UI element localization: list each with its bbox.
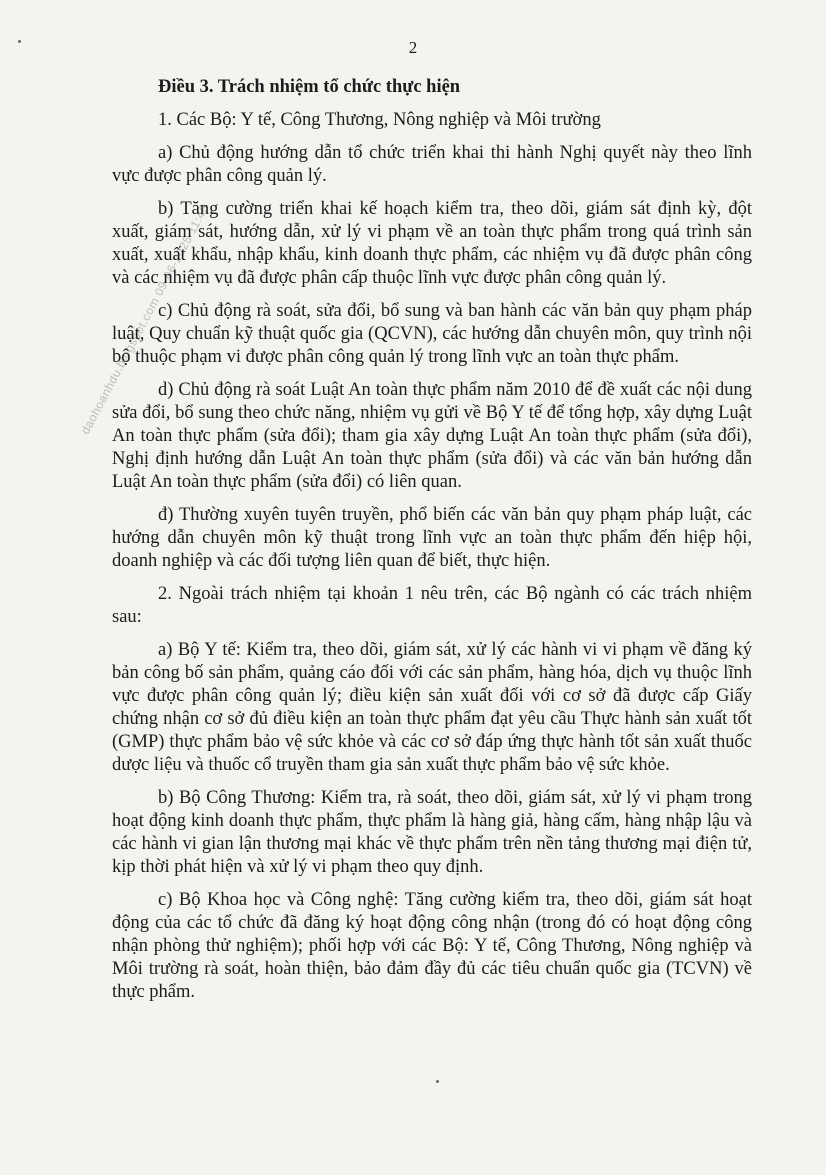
clause-2a: a) Bộ Y tế: Kiểm tra, theo dõi, giám sát, xử lý các hành vi vi phạm về đăng ký bản công bố sản phẩm, quảng cáo đối với các sản phẩm, hàng hóa, dịch vụ thuộc lĩnh vực được phân công quản lý; điều kiện sản xuất đối với cơ sở đã được cấp Giấy chứng nhận cơ sở đủ điều kiện an toàn thực phẩm đạt yêu cầu Thực hành sản xuất tốt (GMP) thực phẩm bảo vệ sức khỏe và các cơ sở đáp ứng thực hành tốt sản xuất thuốc dược liệu và thuốc cổ truyền tham gia sản xuất thực phẩm bảo vệ sức khỏe. (112, 640, 752, 775)
article-heading: Điều 3. Trách nhiệm tổ chức thực hiện (158, 77, 461, 97)
clause-2: 2. Ngoài trách nhiệm tại khoản 1 nêu trên, các Bộ ngành có các trách nhiệm sau: (112, 584, 752, 627)
clause-2c: c) Bộ Khoa học và Công nghệ: Tăng cường kiểm tra, theo dõi, giám sát hoạt động của các tổ chức đã đăng ký hoạt động công nhận (trong đó có hoạt động công nhận phòng thử nghiệm); phối hợp với các Bộ: Y tế, Công Thương, Nông nghiệp và Môi trường rà soát, hoàn thiện, bảo đảm đầy đủ các tiêu chuẩn quốc gia (TCVN) về thực phẩm. (112, 890, 752, 1002)
clause-1c: c) Chủ động rà soát, sửa đổi, bổ sung và ban hành các văn bản quy phạm pháp luật, Quy chuẩn kỹ thuật quốc gia (QCVN), các hướng dẫn chuyên môn, quy trình nội bộ thuộc phạm vi được phân công quản lý trong lĩnh vực an toàn thực phẩm. (112, 301, 752, 367)
page-number: 2 (408, 38, 418, 57)
clause-1: 1. Các Bộ: Y tế, Công Thương, Nông nghiệp và Môi trường (158, 110, 601, 130)
clause-1d: d) Chủ động rà soát Luật An toàn thực phẩm năm 2010 để đề xuất các nội dung sửa đổi, bổ sung theo chức năng, nhiệm vụ gửi về Bộ Y tế để tổng hợp, xây dựng Luật An toàn thực phẩm (sửa đổi); tham gia xây dựng Luật An toàn thực phẩm (sửa đổi), Nghị định hướng dẫn Luật An toàn thực phẩm (sửa đổi) và các văn bản hướng dẫn Luật An toàn thực phẩm (sửa đổi) có liên quan. (112, 380, 752, 492)
clause-1b: b) Tăng cường triển khai kế hoạch kiểm tra, theo dõi, giám sát định kỳ, đột xuất, giám sát, hướng dẫn, xử lý vi phạm về an toàn thực phẩm trong quá trình sản xuất, xuất khẩu, nhập khẩu, kinh doanh thực phẩm, các nhiệm vụ đã được phân công và các nhiệm vụ đã được phân cấp thuộc lĩnh vực được phân công quản lý. (112, 199, 752, 288)
document-body (112, 74, 752, 1014)
watermark: daohoanhdu.blogspot.com 09-06-2025 11:48 (78, 201, 212, 437)
clause-2b: b) Bộ Công Thương: Kiểm tra, rà soát, theo dõi, giám sát, xử lý vi phạm trong hoạt động kinh doanh thực phẩm, thực phẩm là hàng giả, hàng cấm, hàng nhập lậu và các hành vi gian lận thương mại khác về thực phẩm trên nền tảng thương mại điện tử, kịp thời phát hiện và xử lý vi phạm theo quy định. (112, 788, 752, 877)
clause-1dd: đ) Thường xuyên tuyên truyền, phổ biến các văn bản quy phạm pháp luật, các hướng dẫn chuyên môn kỹ thuật trong lĩnh vực an toàn thực phẩm đến hiệp hội, doanh nghiệp và các đối tượng liên quan để biết, thực hiện. (112, 505, 752, 571)
clause-1a: a) Chủ động hướng dẫn tổ chức triển khai thi hành Nghị quyết này theo lĩnh vực được phân công quản lý. (112, 143, 752, 186)
scan-speck (436, 1080, 439, 1083)
